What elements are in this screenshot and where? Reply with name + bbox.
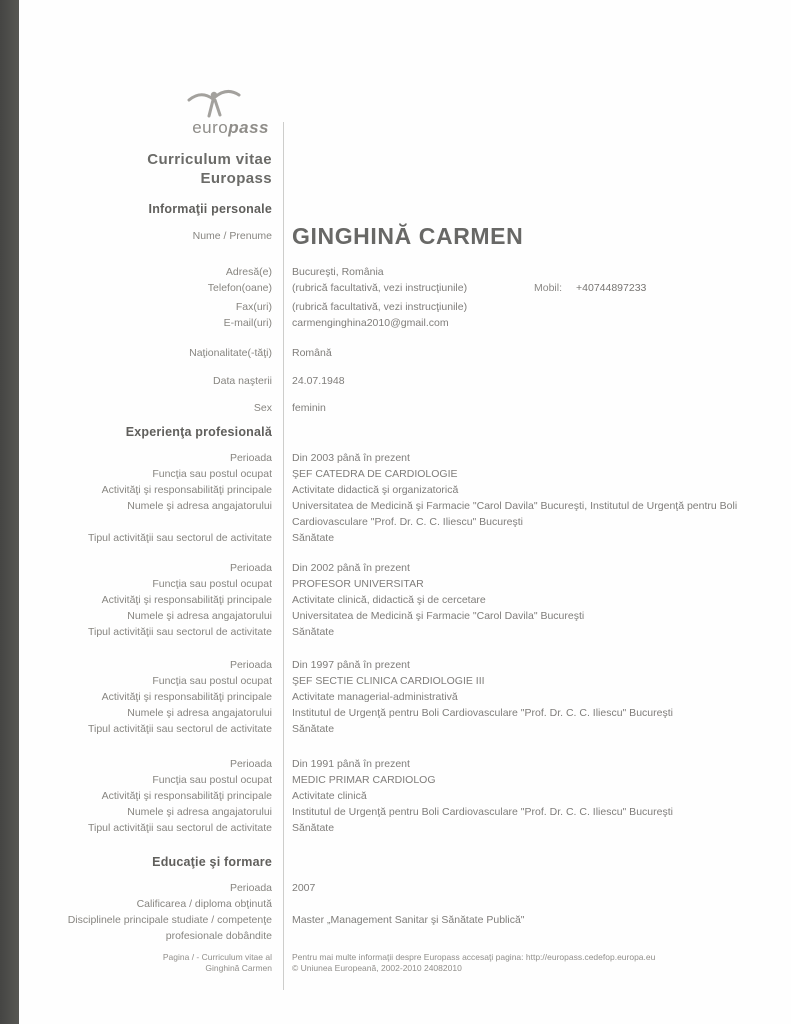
field-row-address — [19, 264, 791, 280]
value-name: GINGHINĂ CARMEN — [292, 223, 524, 249]
label-employer: Numele şi adresa angajatorului — [127, 707, 272, 719]
footer-right-line1: Pentru mai multe informaţii despre Europass accesaţi pagina: http://europass.cedefop.europa.eu — [292, 952, 656, 962]
value-activities: Activitate clinică — [292, 790, 367, 802]
document-title — [19, 150, 283, 188]
label-position: Funcţia sau postul ocupat — [152, 468, 272, 480]
label-edu-period: Perioada — [229, 882, 272, 894]
value-fax: (rubrică facultativă, vezi instrucţiunile) — [292, 301, 468, 313]
field-row-activities — [19, 689, 791, 705]
field-row-name — [19, 223, 791, 249]
value-period: Din 1997 până în prezent — [292, 659, 410, 671]
value-employer: Universitatea de Medicină şi Farmacie "Carol Davila" Bucureşti — [292, 610, 585, 622]
field-row-subjects — [19, 912, 791, 944]
value-activities: Activitate clinică, didactică şi de cercetare — [292, 594, 486, 606]
footer-left-line2: Ginghină Carmen — [205, 963, 272, 973]
label-sector: Tipul activităţii sau sectorul de activitate — [87, 626, 272, 638]
value-email: carmenginghina2010@gmail.com — [292, 317, 449, 329]
field-row-nationality — [19, 345, 791, 361]
label-position: Funcţia sau postul ocupat — [152, 675, 272, 687]
value-sector: Sănătate — [292, 723, 335, 735]
footer-left — [19, 952, 283, 974]
europass-figure-icon — [185, 86, 243, 118]
value-birthdate: 24.07.1948 — [292, 375, 345, 387]
label-sector: Tipul activităţii sau sectorul de activitate — [87, 532, 272, 544]
wordmark-pass: pass — [228, 118, 269, 137]
field-row-activities — [19, 788, 791, 804]
field-row-sector — [19, 820, 791, 836]
footer-right-line2: © Uniunea Europeană, 2002-2010 24082010 — [292, 963, 462, 973]
europass-wordmark — [192, 118, 269, 137]
value-address: Bucureşti, România — [292, 266, 384, 278]
value-position: ŞEF SECTIE CLINICA CARDIOLOGIE III — [292, 675, 485, 687]
value-period: Din 1991 până în prezent — [292, 758, 410, 770]
field-row-sector — [19, 530, 791, 546]
field-row-position — [19, 673, 791, 689]
label-position: Funcţia sau postul ocupat — [152, 578, 272, 590]
field-row-period — [19, 450, 791, 466]
section-heading-personal-info: Informaţii personale — [148, 202, 272, 216]
field-row-phone — [19, 280, 791, 296]
scan-edge-band — [0, 0, 19, 1024]
value-sex: feminin — [292, 402, 326, 414]
document-title-line2: Europass — [200, 170, 272, 187]
field-row-edu-period — [19, 880, 791, 896]
value-subjects: Master „Management Sanitar şi Sănătate Publică" — [292, 914, 525, 926]
field-row-employer — [19, 705, 791, 721]
field-row-position — [19, 772, 791, 788]
experience-entry — [19, 450, 791, 546]
field-row-fax — [19, 299, 791, 315]
page-footer — [19, 952, 791, 974]
experience-entry — [19, 756, 791, 836]
value-activities: Activitate didactică şi organizatorică — [292, 484, 459, 496]
label-address: Adresă(e) — [225, 266, 272, 278]
page-content — [19, 0, 791, 974]
label-qualification: Calificarea / diploma obţinută — [136, 898, 272, 910]
value-employer: Institutul de Urgenţă pentru Boli Cardiovasculare "Prof. Dr. C. C. Iliescu" Bucureşti — [292, 707, 673, 719]
wordmark-euro: euro — [192, 118, 229, 137]
label-activities: Activităţi şi responsabilităţi principale — [101, 790, 272, 802]
field-row-sector — [19, 721, 791, 737]
field-row-employer — [19, 804, 791, 820]
field-row-activities — [19, 482, 791, 498]
label-sector: Tipul activităţii sau sectorul de activitate — [87, 723, 272, 735]
value-position: MEDIC PRIMAR CARDIOLOG — [292, 774, 436, 786]
field-row-email — [19, 315, 791, 331]
label-employer: Numele şi adresa angajatorului — [127, 500, 272, 512]
experience-entry — [19, 657, 791, 737]
label-activities: Activităţi şi responsabilităţi principale — [101, 484, 272, 496]
label-email: E-mail(uri) — [223, 317, 272, 329]
field-row-period — [19, 657, 791, 673]
value-position: ŞEF CATEDRA DE CARDIOLOGIE — [292, 468, 458, 480]
label-phone: Telefon(oane) — [207, 282, 272, 294]
value-sector: Sănătate — [292, 626, 335, 638]
value-activities: Activitate managerial-administrativă — [292, 691, 458, 703]
field-row-qualification — [19, 896, 791, 912]
value-position: PROFESOR UNIVERSITAR — [292, 578, 424, 590]
label-activities: Activităţi şi responsabilităţi principale — [101, 691, 272, 703]
footer-left-line1: Pagina / - Curriculum vitae al — [162, 952, 272, 962]
section-heading-experience: Experienţa profesională — [125, 425, 272, 439]
value-period: Din 2002 până în prezent — [292, 562, 410, 574]
label-period: Perioada — [229, 562, 272, 574]
field-row-sex — [19, 400, 791, 416]
value-phone: (rubrică facultativă, vezi instrucţiunile) — [292, 282, 468, 294]
label-nationality: Naţionalitate(-tăţi) — [189, 347, 272, 359]
value-sector: Sănătate — [292, 532, 335, 544]
value-mobile: +40744897233 — [576, 282, 647, 294]
field-row-employer — [19, 608, 791, 624]
section-heading-education: Educaţie şi formare — [152, 855, 272, 869]
value-employer: Universitatea de Medicină şi Farmacie "Carol Davila" Bucureşti, Institutul de Urgenţă pentru Boli Cardiovasculare "Prof. Dr. C. C. Iliescu" Bucureşti — [292, 500, 738, 528]
label-subjects: Disciplinele principale studiate / competenţe profesionale dobândite — [67, 914, 272, 942]
value-employer: Institutul de Urgenţă pentru Boli Cardiovasculare "Prof. Dr. C. C. Iliescu" Bucureşti — [292, 806, 673, 818]
value-edu-period: 2007 — [292, 882, 316, 894]
value-nationality: Română — [292, 347, 332, 359]
label-position: Funcţia sau postul ocupat — [152, 774, 272, 786]
label-sector: Tipul activităţii sau sectorul de activitate — [87, 822, 272, 834]
label-sex: Sex — [253, 402, 272, 414]
field-row-period — [19, 756, 791, 772]
label-mobile: Mobil: — [534, 282, 563, 294]
field-row-position — [19, 576, 791, 592]
field-row-sector — [19, 624, 791, 640]
label-activities: Activităţi şi responsabilităţi principale — [101, 594, 272, 606]
field-row-period — [19, 560, 791, 576]
field-row-employer — [19, 498, 791, 530]
field-row-position — [19, 466, 791, 482]
label-employer: Numele şi adresa angajatorului — [127, 610, 272, 622]
footer-right — [283, 952, 791, 974]
label-birthdate: Data naşterii — [213, 375, 272, 387]
value-phone-cell — [283, 280, 791, 296]
field-row-activities — [19, 592, 791, 608]
value-period: Din 2003 până în prezent — [292, 452, 410, 464]
field-row-birthdate — [19, 373, 791, 389]
europass-logo — [19, 86, 283, 138]
experience-entry — [19, 560, 791, 640]
document-title-line1: Curriculum vitae — [147, 151, 272, 168]
label-name: Nume / Prenume — [192, 230, 272, 242]
label-period: Perioada — [229, 659, 272, 671]
label-period: Perioada — [229, 758, 272, 770]
label-employer: Numele şi adresa angajatorului — [127, 806, 272, 818]
label-fax: Fax(uri) — [235, 301, 272, 313]
label-period: Perioada — [229, 452, 272, 464]
value-sector: Sănătate — [292, 822, 335, 834]
